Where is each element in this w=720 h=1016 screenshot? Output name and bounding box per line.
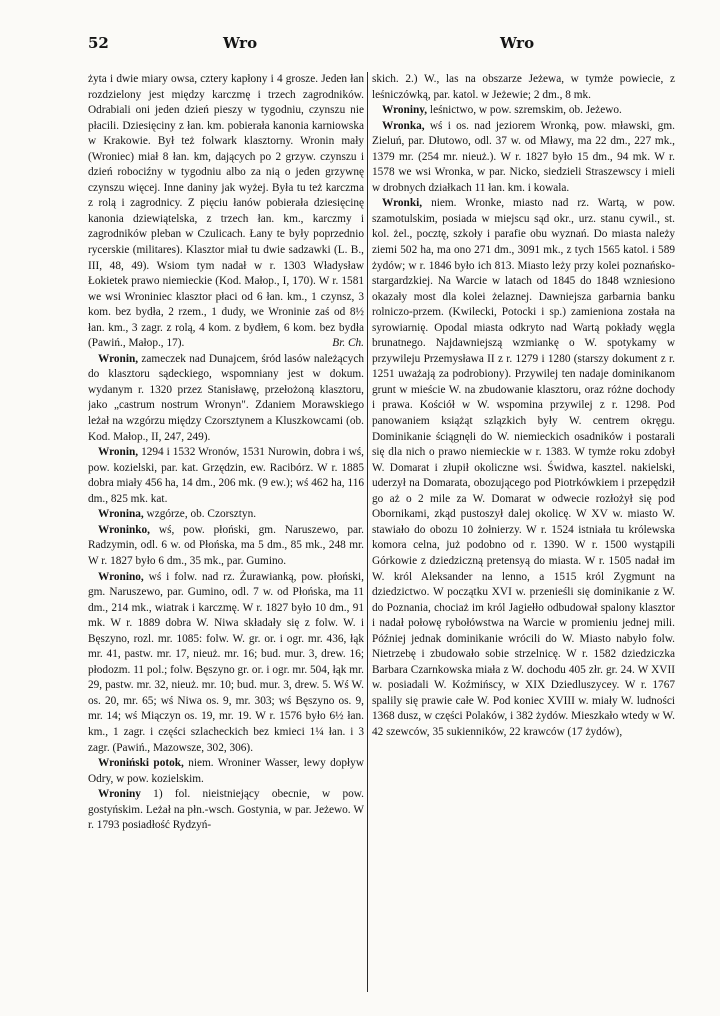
entry-text: skich. 2.) W., las na obszarze Jeżewa, w tymże powiecie, z leśniczówką, par. katol. w Jeżewie; 2 dm., 8 mk.	[372, 73, 675, 101]
entry-continuation	[88, 72, 364, 352]
entry-headword: Wronki,	[382, 197, 423, 210]
entry-text: wś i folw. nad rz. Żurawianką, pow. płoński, gm. Naruszewo, par. Gumino, odl. 7 w. od Płońska, ma 11 dm., 214 mk., wiatrak i karczmę. W r. 1827 było 10 dm., 91 mk. W r. 1889 dobra W. Niwa składały się z folw. W. i Bęszyno, rozl. mr. 1085: folw. W. gr. or. i ogr. mr. 436, łąk mr. 41, pastw. mr. 17, nieuż. mr. 16; bud. mur. 3, drew. 16; płodozm. 11 pol.; folw. Bęszyno gr. or. i ogr. mr. 504, łąk mr. 29, pastw. mr. 32, nieuż. mr. 10; bud. mur. 3, drew. 5. Wś W. os. 20, mr. 65; wś Niwa os. 9, mr. 303; wś Bęszyno os. 9, mr. 14; wś Miączyn os. 19, mr. 19. W r. 1576 było 6½ łan. km., 1 zagr. i części szlacheckich bez kmieci 1¼ łan. i 3 zagr. (Pawiń., Mazowsze, 302, 306).	[88, 570, 364, 754]
dictionary-entry	[88, 352, 364, 445]
running-header	[88, 34, 680, 58]
entry-headword: Wronina,	[98, 508, 144, 521]
dictionary-entry	[88, 756, 364, 787]
entry-text: niem. Wroniner Wasser, lewy dopływ Odry, w pow. kozielskim.	[88, 757, 364, 785]
entry-headword: Wroniny,	[382, 104, 428, 117]
dictionary-entry	[372, 103, 675, 119]
dictionary-entry	[88, 507, 364, 523]
left-running-head: Wro	[223, 34, 258, 52]
entry-text: niem. Wronke, miasto nad rz. Wartą, w pow. szamotulskim, posiada w miejscu sąd okr., urz. stanu cywil., st. kol. żel., pocztę, szkoły i parafie obu wyznań. Do miasta należy ziemi 502 ha, ma ono 271 dm., 3091 mk., z tych 1565 katol. i 589 żydów; w r. 1846 było ich 813. Miasto leży przy kolei poznańsko-stargardzkiej. Na Warcie w latach od 1845 do 1848 wzniesiono okazały most dla kolei żelaznej. Dawniejsza garbarnia banku rolniczo-przem. (Kwilecki, Potocki i sp.) zamieniona została na syrowiarnię. Opodal miasta odkryto nad Wartą pokłady węgla brunatnego. Najdawniejszą wzmiankę o W. spotykamy w przywileju Przemysława II z r. 1279 i 1280 (starszy dokument z r. 1251 uważają za podrobiony). Przywilej ten nadaje dominikanom grunt w mieście W. na zbudowanie klasztoru, oraz różne dochody i prawa. Kościół w W. wspomina przywilej z r. 1298. Pod panowaniem książąt szlązkich były W. centrem okręgu. Dominikanie ściągnęli do W. niemieckich osadników i postarali się dla nich o prawo niemieckie w r. 1383. W tymże roku zdobył W. Domarat i złupił okoliczne wsi. Świdwa, kasztel. nakielski, uderzył na Domarata, obozującego pod Piotrkówkiem i przepędził go aż o 2 mile za W. Domarat w odwecie rozłożył się pod Obornikami, zkąd pustoszył dalej okolicę. W XV w. miasto W. stawiało do obozu 10 żołnierzy. W r. 1524 istniała tu królewska komora celna, już podobno od r. 1390. W r. 1500 wystąpili Górkowie z dziedziczną pretensyą do miasta. W r. 1505 nadał im W. król Aleksander na lenno, a 1515 król Zygmunt na dziedzictwo. W początku XVI w. przenieśli się dominikanie z W. do Poznania, chociaż im król Jagiełło odbudował spalony klasztor i nadał połowę rybołówstwa na Warcie w promieniu jednej mili. Później jednak dominikanie wrócili do W. Miasto nabyło folw. Nietrzebę i zbudowało sobie strzelnicę. W r. 1582 dziedziczka Barbara Czarnkowska miała z W. dochodu 405 złr. gr. 24. W XVII w. posiadali W. Koźmińscy, w XIX Dziedluszycey. W r. 1767 spalily się prawie całe W. Pod koniec XVIII w. miały W. ludności 1368 dusz, w części Polaków, i 382 żydów. Mieszkało wtedy w W. 42 szewców, 35 sukienników, 22 krawców (17 żydów),	[372, 197, 675, 738]
dictionary-entry	[88, 445, 364, 507]
right-column	[372, 72, 675, 992]
entry-text: 1294 i 1532 Wronów, 1531 Nurowin, dobra i wś, pow. kozielski, par. kat. Grzędzin, ew. Racibórz. W r. 1885 dobra miały 456 ha, 14 dm., 206 mk. (9 ew.); wś 462 ha, 116 dm., 825 mk. kat.	[88, 446, 364, 505]
dictionary-entry	[372, 196, 675, 740]
right-running-head: Wro	[500, 34, 535, 52]
author-signature: Br. Ch.	[332, 337, 364, 350]
dictionary-entry	[372, 119, 675, 197]
entry-text: wzgórze, ob. Czorsztyn.	[143, 508, 257, 521]
entry-headword: Wronka,	[382, 119, 425, 132]
entry-headword: Wroninko,	[98, 523, 151, 536]
entry-text: zameczek nad Dunajcem, śród lasów należących do klasztoru sądeckiego, wspomniany jest w dokum. wydanym r. 1320 przez Stanisławę, przełożoną klasztoru, jako „castrum nostrum Wronyn". Zdaniem Morawskiego leżał na wzgórzu między Czorsztynem a Kluszkowcami (ob. Kod. Małop., II, 247, 249).	[88, 352, 364, 443]
left-column	[88, 72, 364, 992]
entry-headword: Wroniński potok,	[98, 757, 184, 770]
entry-text: żyta i dwie miary owsa, cztery kapłony i 4 grosze. Jeden łan rozdzielony jest między karczmę i trzech zagrodników. Odrabiali oni jeden dzień pieszy w tygodniu, czynszu nie płacili. Dziesięciny z łan. km. pobierała kanonia karniowska w Krakowie. Był też folwark klasztorny. Wronin mały (Wroniec) miał 8 łan. km, dających po 2 grzyw. czynszu i dzień robociźny w tygodniu albo za nią o jeden grzywnę czynszu więcej. Inne daniny jak wyżej. Była tu też karczma z rolą i zagrodnicy. Z pięciu łanów pobierała dziesięcinę kanonia dziewiątelska, z trzech łan. km., karczmy i zagrodników pleban w Czulicach. Łany te były poprzednio rycerskie (militares). Klasztor miał tu dwie sadzawki (L. B., III, 48, 49). Wsiom tym nadał w r. 1303 Władysław Łokietek prawo niemieckie (Kod. Małop., I, 170). W r. 1581 we wsi Wroniniec klasztor płaci od 6 łan. km., 1 czynsz, 3 kom. bez bydła, 2 rzem., 1 dudy, we Wroninie zaś od 8½ łan. km., 3 zagr. z rolą, 4 kom. z bydłem, 6 kom. bez bydła (Pawiń., Małop., 17).	[88, 73, 364, 350]
entry-headword: Wroniny	[98, 788, 141, 801]
entry-text: 1) fol. nieistniejący obecnie, w pow. gostyńskim. Leżał na płn.-wsch. Gostynia, w par. Jeżewo. W r. 1793 posiadłość Rydzyń-	[88, 788, 364, 832]
column-divider	[367, 72, 368, 992]
entry-text: wś, pow. płoński, gm. Naruszewo, par. Radzymin, odl. 6 w. od Płońska, ma 5 dm., 85 mk., 248 mr. W r. 1827 było 6 dm., 35 mk., par. Gumino.	[88, 523, 364, 567]
entry-headword: Wronino,	[98, 570, 144, 583]
entry-headword: Wronin,	[98, 446, 139, 459]
entry-text: wś i os. nad jeziorem Wronką, pow. mławski, gm. Zieluń, par. Dłutowo, odl. 37 w. od Mławy, ma 22 dm., 227 mk., 1379 mr. (254 mr. nieuż.). W r. 1827 było 15 dm., 94 mk. W r. 1578 we wsi Wronka, w par. Nicko, siedzieli Straszewscy i mieli w drobnych działkach 11 łan. km. i kowala.	[372, 119, 675, 194]
entry-continuation	[372, 72, 675, 103]
page-number: 52	[88, 34, 109, 52]
entry-text: leśnictwo, w pow. szremskim, ob. Jeżewo.	[427, 104, 622, 117]
dictionary-entry	[88, 787, 364, 834]
dictionary-entry	[88, 523, 364, 570]
dictionary-entry	[88, 570, 364, 757]
entry-headword: Wronin,	[98, 352, 139, 365]
